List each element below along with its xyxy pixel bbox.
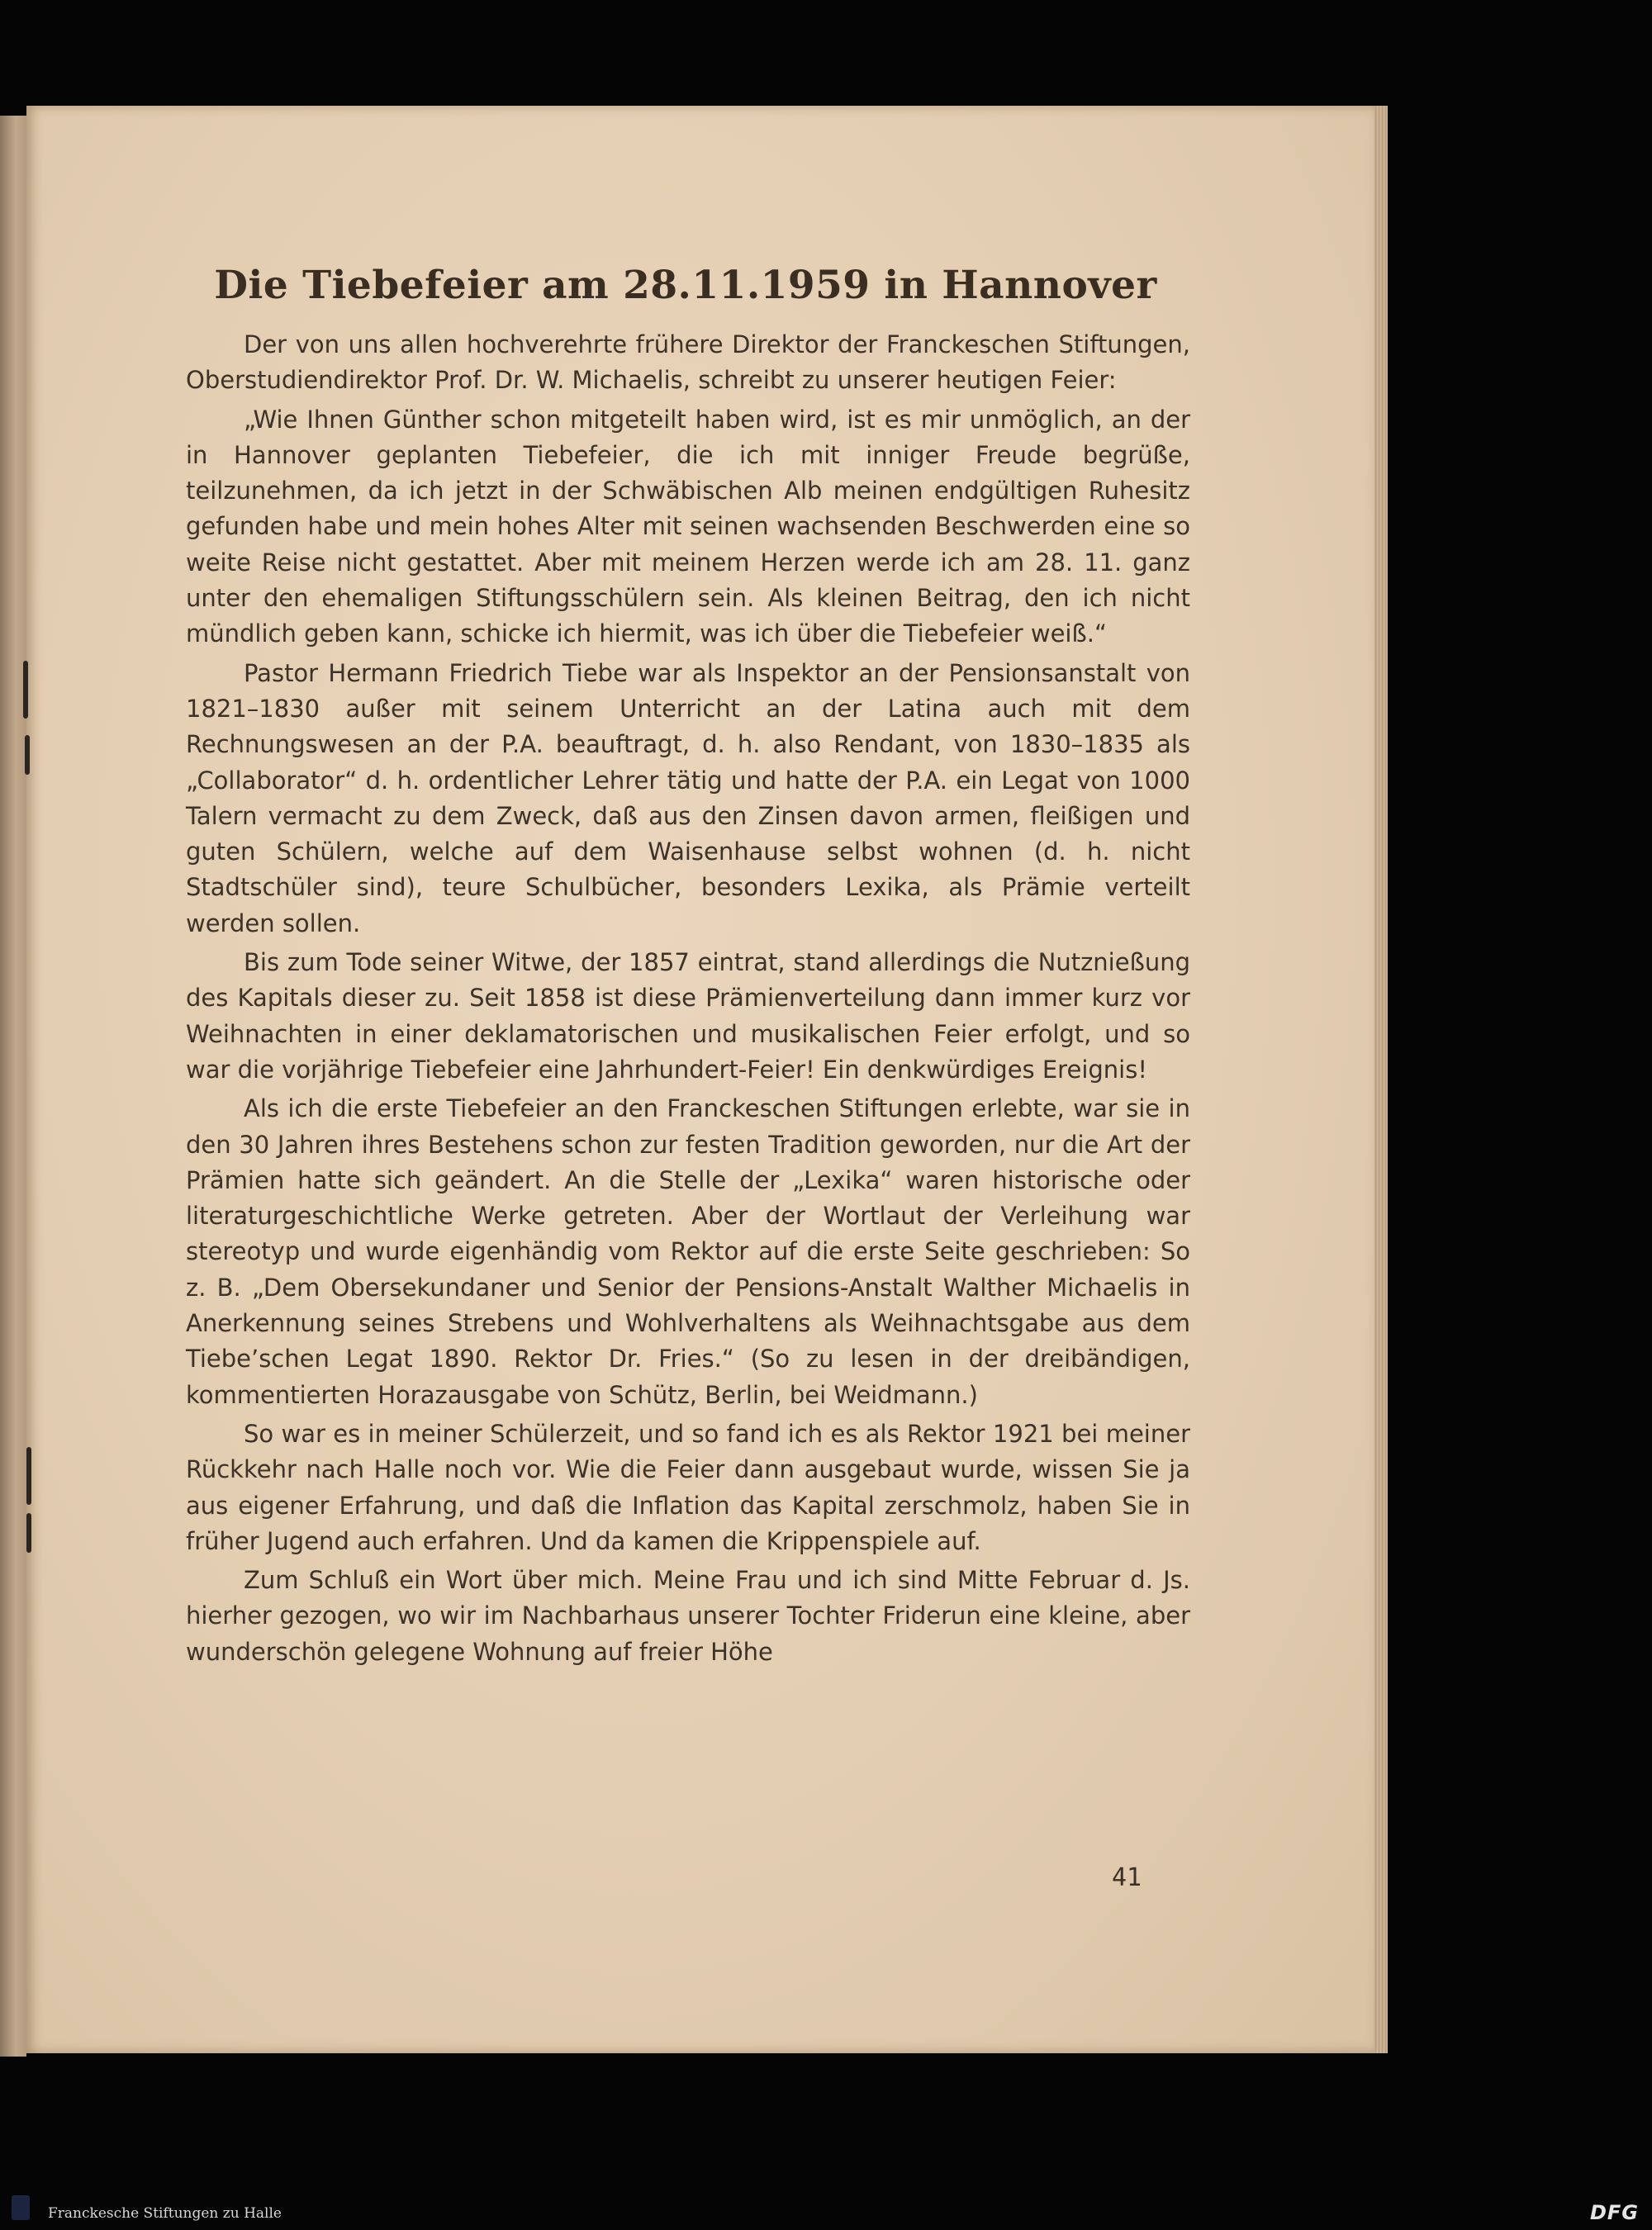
page-number: 41 bbox=[1112, 1863, 1142, 1892]
left-page-edge bbox=[0, 116, 26, 2057]
binding-staple-bottom bbox=[26, 1447, 31, 1505]
dfg-logo: DFG bbox=[1589, 2201, 1639, 2224]
page-title: Die Tiebefeier am 28.11.1959 in Hannover bbox=[214, 263, 1157, 308]
binding-staple-top-lower bbox=[25, 735, 30, 775]
paragraph: So war es in meiner Schülerzeit, und so fand ich es als Rektor 1921 bei meiner Rückkehr nach Halle noch vor. Wie die Feier dann ausgebaut wurde, wissen Sie ja aus eigener Erfahrung, und daß die Inflation das Kapital zerschmolz, haben Sie in früher Jugend auch erfahren. Und da kamen die Krippenspiele auf. bbox=[186, 1419, 1190, 1555]
paragraph: Als ich die erste Tiebefeier an den Franckeschen Stiftungen erlebte, war sie in den 30 Jahren ihres Bestehens schon zur festen Tradition geworden, nur die Art der Prämien hatte sich geändert. An die Stelle der „Lexika“ waren historische oder literaturgeschichtliche Werke getreten. Aber der Wortlaut der Verleihung war stereotyp und wurde eigenhändig vom Rektor auf die erste Seite geschrieben: So z. B. „Dem Obersekundaner und Senior der Pensions-Anstalt Walther Michaelis in Anerkennung seines Strebens und Wohlverhaltens als Weihnachtsgabe aus dem Tiebe’schen Legat 1890. Rektor Dr. Fries.“ (So zu lesen in der dreibändigen, kommentierten Horazausgabe von Schütz, Berlin, bei Weidmann.) bbox=[186, 1094, 1190, 1409]
paragraph: Der von uns allen hochverehrte frühere Direktor der Franckeschen Stiftungen, Oberstudiendirektor Prof. Dr. W. Michaelis, schreibt zu unserer heutigen Feier: bbox=[186, 330, 1190, 395]
binding-staple-bottom-lower bbox=[26, 1513, 31, 1553]
page-stack-edge bbox=[1374, 106, 1388, 2053]
paragraph: Bis zum Tode seiner Witwe, der 1857 eintrat, stand allerdings die Nutznießung des Kapitals dieser zu. Seit 1858 ist diese Prämienverteilung dann immer kurz vor Weihnachten in einer deklamatorischen und musikalischen Feier erfolgt, und so war die vorjährige Tiebefeier eine Jahrhundert-Feier! Ein denkwürdiges Ereignis! bbox=[186, 948, 1190, 1084]
binding-staple-top bbox=[23, 661, 28, 719]
body-text bbox=[186, 327, 1190, 1673]
institution-logo-icon bbox=[12, 2195, 30, 2220]
paragraph: „Wie Ihnen Günther schon mitgeteilt haben wird, ist es mir unmöglich, an der in Hannover geplanten Tiebefeier, die ich mit inniger Freude begrüße, teilzunehmen, da ich jetzt in der Schwäbischen Alb meinen endgültigen Ruhesitz gefunden habe und mein hohes Alter mit seinen wachsenden Beschwerden eine so weite Reise nicht gestattet. Aber mit meinem Herzen werde ich am 28. 11. ganz unter den ehemaligen Stiftungsschülern sein. Als kleinen Beitrag, den ich nicht mündlich geben kann, schicke ich hiermit, was ich über die Tiebefeier weiß.“ bbox=[186, 405, 1190, 648]
paragraph: Pastor Hermann Friedrich Tiebe war als Inspektor an der Pensionsanstalt von 1821–1830 außer mit seinem Unterricht an der Latina auch mit dem Rechnungswesen an der P.A. beauftragt, d. h. also Rendant, von 1830–1835 als „Collaborator“ d. h. ordentlicher Lehrer tätig und hatte der P.A. ein Legat von 1000 Talern vermacht zu dem Zweck, daß aus den Zinsen davon armen, fleißigen und guten Schülern, welche auf dem Waisenhause selbst wohnen (d. h. nicht Stadtschüler sind), teure Schulbücher, besonders Lexika, als Prämie verteilt werden sollen. bbox=[186, 658, 1190, 937]
paragraph: Zum Schluß ein Wort über mich. Meine Frau und ich sind Mitte Februar d. Js. hierher gezogen, wo wir im Nachbarhaus unserer Tochter Friderun eine kleine, aber wunderschön gelegene Wohnung auf freier Höhe bbox=[186, 1566, 1190, 1666]
footer-institution: Franckesche Stiftungen zu Halle bbox=[48, 2205, 282, 2222]
